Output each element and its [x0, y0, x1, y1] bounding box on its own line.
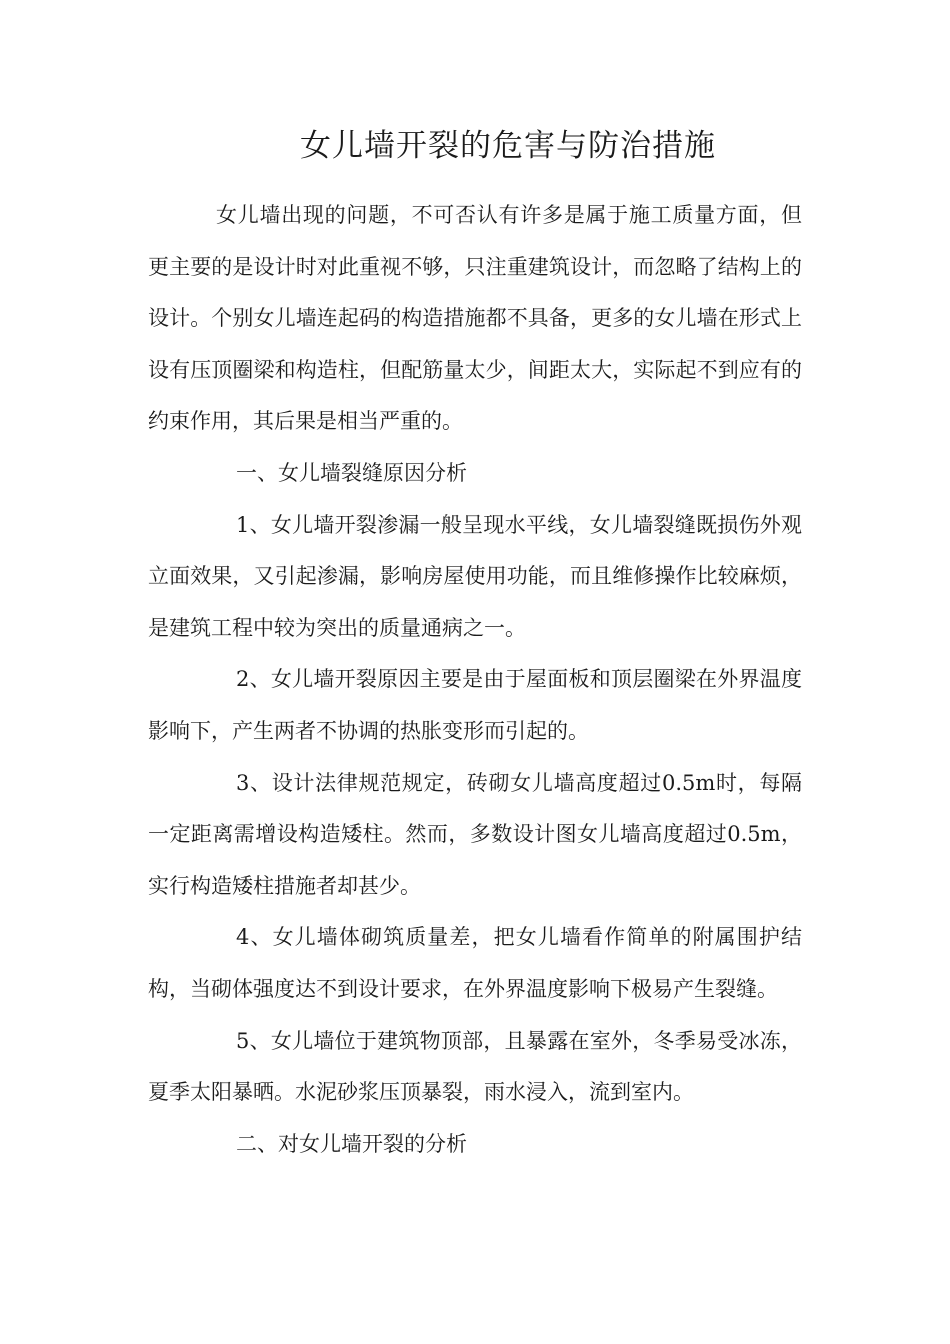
document-body — [148, 190, 802, 1170]
paragraph-item-4: 4、女儿墙体砌筑质量差，把女儿墙看作简单的附属围护结构，当砌体强度达不到设计要求，在外界温度影响下极易产生裂缝。 — [148, 925, 802, 1001]
paragraph-intro: 女儿墙出现的问题，不可否认有许多是属于施工质量方面，但更主要的是设计时对此重视不够，只注重建筑设计，而忽略了结构上的设计。个别女儿墙连起码的构造措施都不具备，更多的女儿墙在形式上设有压顶圈梁和构造柱，但配筋量太少，间距太大，实际起不到应有的约束作用，其后果是相当严重的。 — [148, 203, 802, 434]
paragraph-item-3: 3、设计法律规范规定，砖砌女儿墙高度超过0.5m时，每隔一定距离需增设构造矮柱。然而，多数设计图女儿墙高度超过0.5m，实行构造矮柱措施者却甚少。 — [148, 770, 802, 898]
section-heading-1: 一、女儿墙裂缝原因分析 — [236, 460, 467, 485]
section-heading-2: 二、对女儿墙开裂的分析 — [236, 1131, 467, 1156]
document-title: 女儿墙开裂的危害与防治措施 — [300, 128, 716, 164]
paragraph-item-1: 1、女儿墙开裂渗漏一般呈现水平线，女儿墙裂缝既损伤外观立面效果，又引起渗漏，影响房屋使用功能，而且维修操作比较麻烦，是建筑工程中较为突出的质量通病之一。 — [148, 512, 802, 640]
paragraph-item-5: 5、女儿墙位于建筑物顶部，且暴露在室外，冬季易受冰冻，夏季太阳暴晒。水泥砂浆压顶暴裂，雨水浸入，流到室内。 — [148, 1028, 802, 1105]
paragraph-item-2: 2、女儿墙开裂原因主要是由于屋面板和顶层圈梁在外界温度影响下，产生两者不协调的热胀变形而引起的。 — [148, 667, 802, 743]
